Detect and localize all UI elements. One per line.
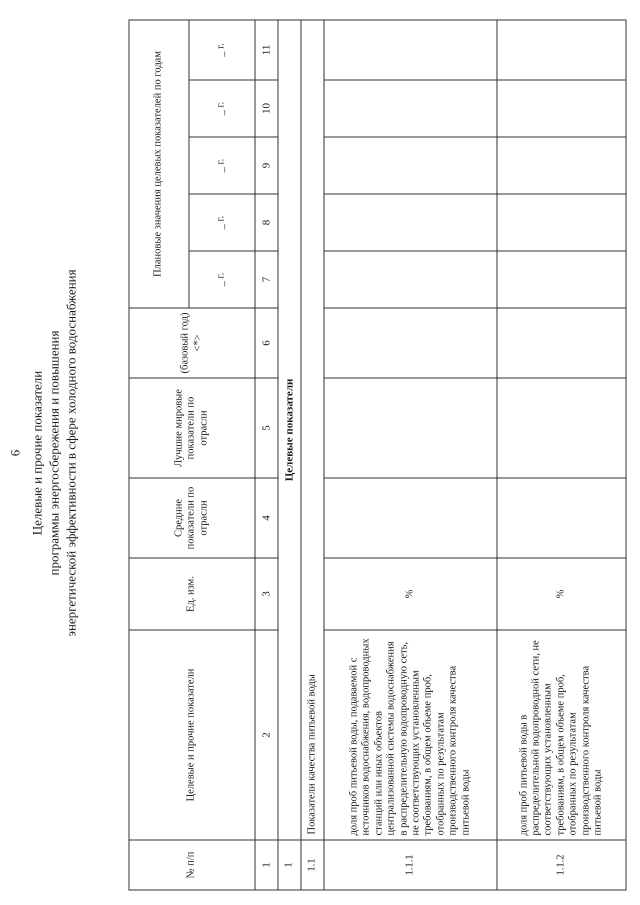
- header-year-5: _ г.: [189, 19, 255, 79]
- row-unit: %: [497, 558, 626, 630]
- header-planned: Плановые значения целевых показателей по годам: [129, 19, 189, 307]
- header-year-3: _ г.: [189, 137, 255, 194]
- empty-cell: [497, 19, 626, 79]
- empty-cell: [324, 378, 497, 478]
- empty-cell: [324, 478, 497, 558]
- col-number: 3: [255, 558, 278, 630]
- title-line-2: программы энергосбережения и повышения: [46, 330, 61, 575]
- table-row: [324, 19, 497, 889]
- col-number: 11: [255, 19, 278, 79]
- header-indicator: Целевые и прочие показатели: [129, 630, 255, 840]
- empty-cell: [497, 478, 626, 558]
- empty-cell: [324, 80, 497, 137]
- header-num: № п/п: [129, 840, 255, 890]
- col-number: 9: [255, 137, 278, 194]
- col-number: 4: [255, 478, 278, 558]
- empty-cell: [324, 137, 497, 194]
- empty-cell: [497, 378, 626, 478]
- header-best: Лучшие мировые показатели по отрасли: [129, 378, 255, 478]
- page-number: 6: [7, 449, 22, 456]
- row-num: 1.1.1: [324, 840, 497, 890]
- title-line-3: энергетической эффективности в сфере холодного водоснабжения: [63, 268, 78, 637]
- empty-cell: [324, 194, 497, 251]
- subsection-num: 1.1: [301, 840, 324, 890]
- subsection-title: Показатели качества питьевой воды: [301, 19, 324, 839]
- col-number: 1: [255, 840, 278, 890]
- empty-cell: [497, 251, 626, 308]
- row-indicator-text: доля проб питьевой воды, подаваемой с источников водоснабжения, водопроводных станций или иных объектов централизованной системы водоснабжения в распределительную водопроводную сеть, не соответствующих установленным требованиям, в общем объеме проб, отобранных по результатам производственного контроля качества питьевой воды: [324, 630, 497, 840]
- header-avg: Средние показатели по отрасли: [129, 478, 255, 558]
- subsection-row: [301, 19, 324, 889]
- col-number: 2: [255, 630, 278, 840]
- empty-cell: [324, 251, 497, 308]
- header-year-1: _ г.: [189, 251, 255, 308]
- empty-cell: [497, 194, 626, 251]
- empty-cell: [497, 308, 626, 378]
- empty-cell: [324, 308, 497, 378]
- section-num: 1: [278, 840, 301, 890]
- empty-cell: [497, 80, 626, 137]
- empty-cell: [324, 19, 497, 79]
- table-row: [497, 19, 626, 889]
- col-number: 7: [255, 251, 278, 308]
- section-title: Целевые показатели: [278, 19, 301, 839]
- row-num: 1.1.2: [497, 840, 626, 890]
- title-line-1: Целевые и прочие показатели: [29, 370, 44, 535]
- col-number: 6: [255, 308, 278, 378]
- row-unit: %: [324, 558, 497, 630]
- col-number: 8: [255, 194, 278, 251]
- header-base-year: (базовый год) <*>: [129, 308, 255, 378]
- empty-cell: [497, 137, 626, 194]
- row-indicator-text: доля проб питьевой воды в распределительной водопроводной сети, не соответствующих установленным требованиям, в общем объеме проб, отобранных по результатам производственного контроля качества питьевой воды: [497, 630, 626, 840]
- document-title: [28, 0, 79, 905]
- header-unit: Ед. изм.: [129, 558, 255, 630]
- header-year-2: _ г.: [189, 194, 255, 251]
- header-year-4: _ г.: [189, 80, 255, 137]
- col-number: 10: [255, 80, 278, 137]
- col-number: 5: [255, 378, 278, 478]
- column-numbers-row: [255, 19, 278, 889]
- indicators-table: [128, 19, 626, 890]
- section-row: [278, 19, 301, 889]
